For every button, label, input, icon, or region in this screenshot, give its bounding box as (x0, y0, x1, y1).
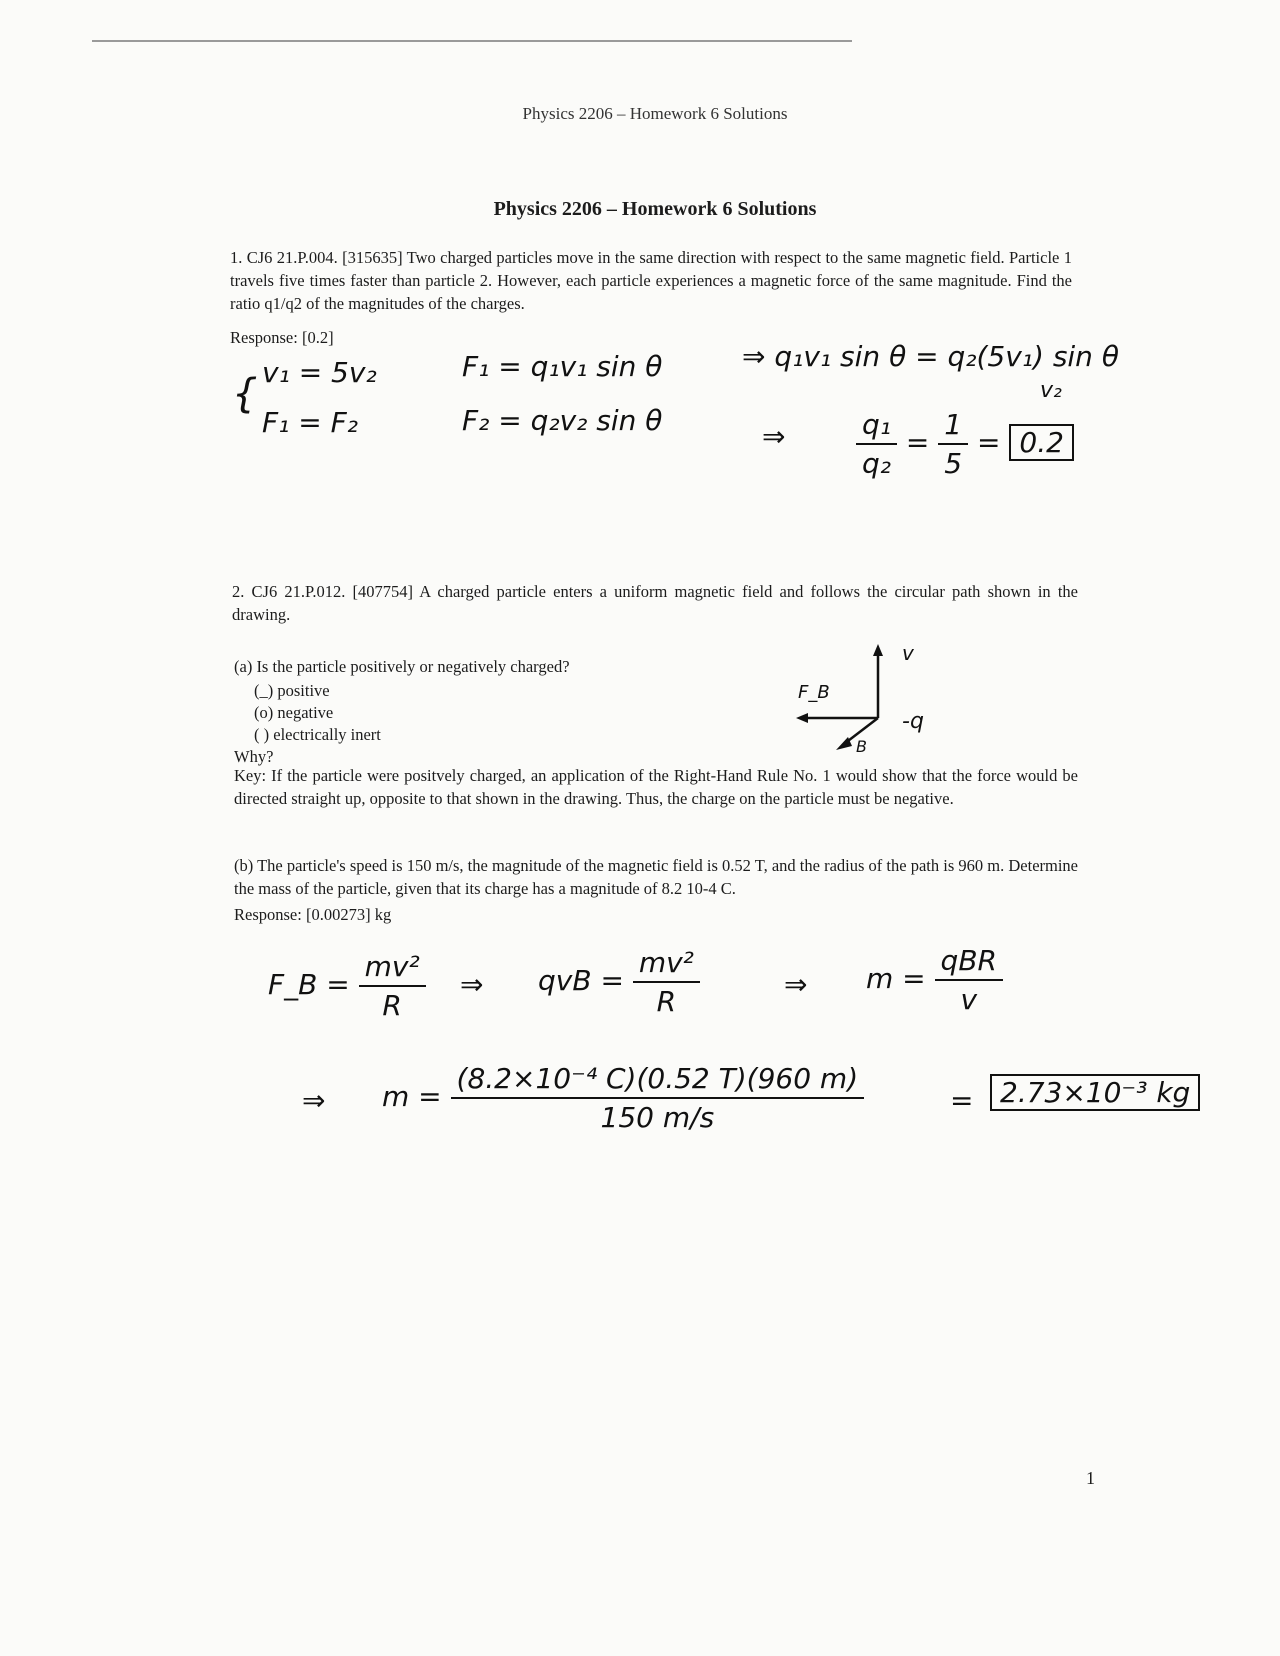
force-diagram (790, 640, 950, 755)
hw-fb-lhs: F_B = (268, 968, 350, 1001)
hw-qvb-lhs: qvB = (538, 964, 624, 997)
hw-step-1: ⇒ q₁v₁ sin θ = q₂(5v₁) sin θ (742, 340, 1119, 373)
hw-qbr: qBR (935, 944, 1003, 981)
hw-m-eq: m = (382, 1080, 442, 1113)
hw-r-2: R (656, 985, 677, 1018)
hw-numerator: (8.2×10⁻⁴ C)(0.52 T)(960 m) (451, 1062, 865, 1099)
problem-1-response: Response: [0.2] (230, 328, 334, 347)
option-inert: ( ) electrically inert (254, 725, 381, 744)
hw-r-1: R (382, 989, 402, 1022)
hw-step-1-note: v₂ (1040, 378, 1062, 403)
hw-arrow-1: ⇒ (460, 968, 484, 1001)
hw-ratio (856, 408, 1074, 480)
hw-force-1: F₁ = q₁v₁ sin θ (462, 350, 663, 383)
option-negative: (o) negative (254, 703, 334, 722)
part-a-question: (a) Is the particle positively or negatively charged? (234, 657, 570, 676)
hw-eq-2: = (977, 426, 1001, 459)
hw-mv2-2: mv² (633, 946, 700, 983)
page-number: 1 (1086, 1468, 1095, 1488)
hw-arrow-3: ⇒ (302, 1084, 326, 1117)
brace: { (232, 371, 258, 417)
label-charge: -q (902, 709, 924, 734)
hw-fb-eq (268, 950, 426, 1022)
option-positive: (_) positive (254, 681, 330, 700)
hw-force-2: F₂ = q₂v₂ sin θ (462, 404, 663, 437)
hw-final-answer-box: 2.73×10⁻³ kg (990, 1074, 1200, 1111)
hw-answer-box: 0.2 (1009, 424, 1074, 461)
hw-denominator: 150 m/s (600, 1101, 715, 1134)
hw-arrow-2: ⇒ (784, 968, 808, 1001)
hw-final-answer (990, 1076, 1200, 1109)
hw-qvb-eq (538, 946, 700, 1018)
scan-edge-line (92, 40, 852, 42)
hw-v: v (960, 983, 978, 1016)
hw-mass-formula (866, 944, 1003, 1016)
part-b-response: Response: [0.00273] kg (234, 905, 392, 924)
hw-step-2-arrow: ⇒ (762, 420, 786, 453)
hw-mv2-1: mv² (359, 950, 426, 987)
hw-mass-calc (382, 1062, 864, 1134)
label-fb: F_B (798, 682, 830, 703)
part-b-question: (b) The particle's speed is 150 m/s, the magnitude of the magnetic field is 0.52 T, and the radius of the path is 960 m. Determine the mass of the particle, given that its charge has a magnitude of 8.2 10-4 C. (234, 856, 1078, 898)
running-header: Physics 2206 – Homework 6 Solutions (522, 104, 788, 123)
label-b: B (856, 737, 867, 755)
hw-ratio-den: q₂ (862, 447, 891, 480)
problem-2-intro: 2. CJ6 21.P.012. [407754] A charged particle enters a uniform magnetic field and follows the circular path shown in the drawing. (232, 582, 1078, 624)
force-arrowhead (796, 713, 808, 723)
page-title: Physics 2206 – Homework 6 Solutions (493, 198, 817, 220)
part-a-key: Key: If the particle were positvely charged, an application of the Right-Hand Rule No. 1 would show that the force would be directed straight up, opposite to that shown in the drawing. Thus, the charge on the particle must be negative. (234, 766, 1078, 808)
hw-one-fifth-num: 1 (938, 408, 968, 445)
hw-given-force: F₁ = F₂ (262, 406, 358, 439)
hw-eq-1: = (905, 426, 930, 459)
hw-m-lhs: m = (866, 962, 926, 995)
hw-eq-3: = (950, 1084, 974, 1117)
hw-ratio-num: q₁ (856, 408, 897, 445)
label-v: v (902, 641, 914, 665)
hw-one-fifth-den: 5 (944, 447, 963, 480)
hw-given-velocity: v₁ = 5v₂ (262, 356, 377, 389)
why-label: Why? (234, 747, 274, 766)
problem-1-text: 1. CJ6 21.P.004. [315635] Two charged particles move in the same direction with respect to the same magnetic field. Particle 1 travels five times faster than particle 2. However, each particle experiences a magnetic force of the same magnitude. Find the ratio q1/q2 of the magnitudes of the charges. (230, 248, 1072, 313)
velocity-arrowhead (873, 644, 883, 656)
force-diagram-svg (790, 640, 950, 755)
